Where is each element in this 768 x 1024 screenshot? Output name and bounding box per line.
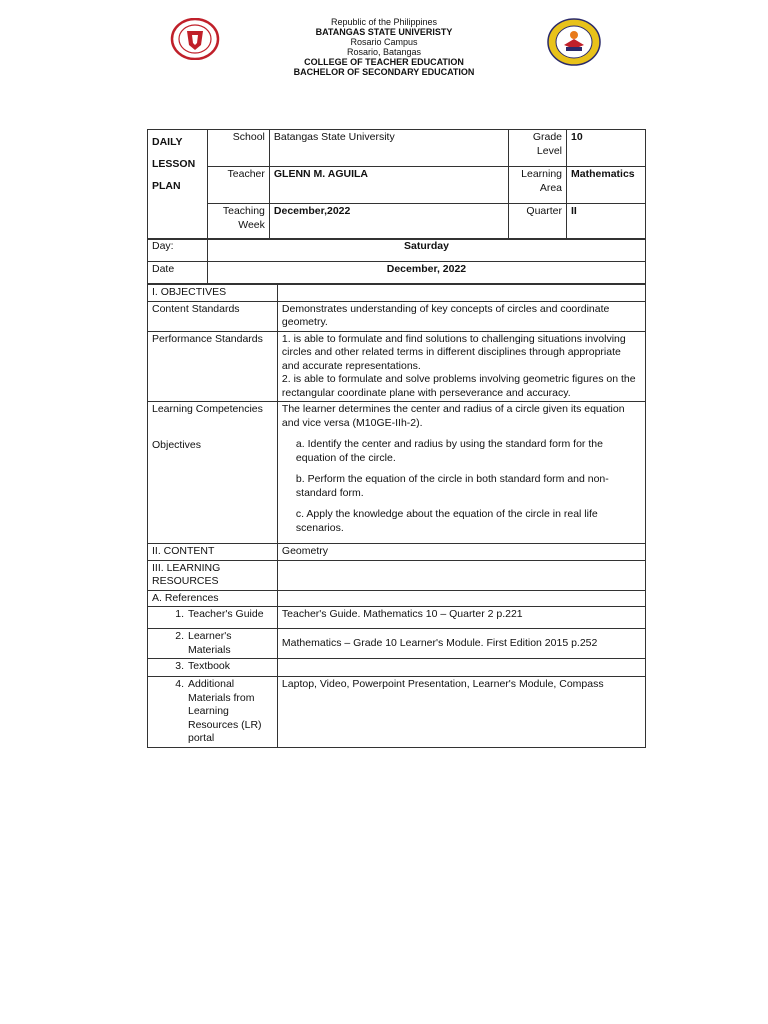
objective-b: b. Perform the equation of the circle in both standard form and non-standard form. [295,473,609,499]
competencies-objectives-cell [277,402,645,544]
dlp-title-lesson: LESSON [152,158,196,170]
references-blank [277,590,645,607]
resource-item-number: 1. [175,608,184,620]
resource-item [148,659,278,677]
date-value: December, 2022 [207,262,645,284]
school-label: School [207,130,269,167]
resource-item-value [277,659,645,677]
objectives-label: Objectives [152,438,202,451]
header-republic: Republic of the Philippines [330,17,438,27]
day-label: Day: [148,239,208,262]
objective-c: c. Apply the knowledge about the equation of the circle in real life scenarios. [295,508,598,534]
performance-standard-2: 2. is able to formulate and solve problems involving geometric figures on the rectangular coordinate plane with perseverance and accuracy. [281,373,636,399]
resource-item-value: Mathematics – Grade 10 Learner's Module. First Edition 2015 p.252 [277,629,645,659]
grade-level-label: Grade Level [509,130,567,167]
learning-area-label: Learning Area [509,167,567,204]
learning-resources-blank [277,560,645,590]
date-label: Date [148,262,208,284]
resource-item-value: Laptop, Video, Powerpoint Presentation, Learner's Module, Compass [277,677,645,748]
grade-level-value: 10 [567,130,646,167]
competencies-objectives-labels [148,402,278,544]
objective-a: a. Identify the center and radius by using the standard form for the equation of the circle. [295,438,603,464]
performance-standard-1: 1. is able to formulate and find solutions to challenging situations involving circles and other related terms in different disciplines through appropriate and accurate representations. [281,332,626,372]
resource-item-label: Learner's Materials [188,630,232,656]
resource-item [148,629,278,659]
day-value: Saturday [207,239,645,262]
quarter-label: Quarter [509,204,567,240]
learning-area-value: Mathematics [567,167,646,204]
learning-resources-heading: III. LEARNING RESOURCES [148,560,278,590]
header-college: COLLEGE OF TEACHER EDUCATION [304,57,464,67]
dlp-title-plan: PLAN [152,180,181,192]
resource-item [148,607,278,629]
teaching-week-label: Teaching Week [207,204,269,240]
content-standards-value: Demonstrates understanding of key concepts of circles and coordinate geometry. [277,301,645,331]
lesson-plan-info-table [147,129,646,240]
header-location: Rosario, Batangas [346,47,422,57]
dlp-title-daily: DAILY [152,136,183,148]
school-value: Batangas State University [269,130,508,167]
objectives-heading-blank [277,285,645,302]
references-heading: A. References [148,590,278,607]
teacher-label: Teacher [207,167,269,204]
performance-standards-cell [277,331,645,402]
header-university: BATANGAS STATE UNIVERISTY [315,27,453,37]
resource-item [148,677,278,748]
learning-competencies-label: Learning Competencies [152,403,263,415]
content-heading: II. CONTENT [148,544,278,561]
competency-text: The learner determines the center and radius of a circle given its equation and vice versa (M10GE-IIh-2). [281,403,625,429]
dlp-title-cell [148,130,208,240]
resource-item-number: 2. [175,630,184,642]
objectives-heading: I. OBJECTIVES [148,285,278,302]
resource-item-label: Teacher's Guide [188,608,264,620]
header-program: BACHELOR OF SECONDARY EDUCATION [293,67,475,77]
quarter-value: II [567,204,646,240]
content-value: Geometry [277,544,645,561]
performance-standards-label: Performance Standards [148,331,278,402]
day-date-table [147,238,646,284]
resource-item-label: Additional Materials from Learning Resources (LR) portal [188,678,262,744]
content-standards-label: Content Standards [148,301,278,331]
header-campus: Rosario Campus [350,37,418,47]
resource-item-value: Teacher's Guide. Mathematics 10 – Quarter 2 p.221 [277,607,645,629]
resource-item-number: 3. [175,660,184,672]
resource-item-number: 4. [175,678,184,690]
teaching-week-value: December,2022 [269,204,508,240]
teacher-value: GLENN M. AGUILA [269,167,508,204]
resource-item-label: Textbook [188,660,231,672]
document-header [0,17,768,77]
lesson-body-table [147,284,646,748]
